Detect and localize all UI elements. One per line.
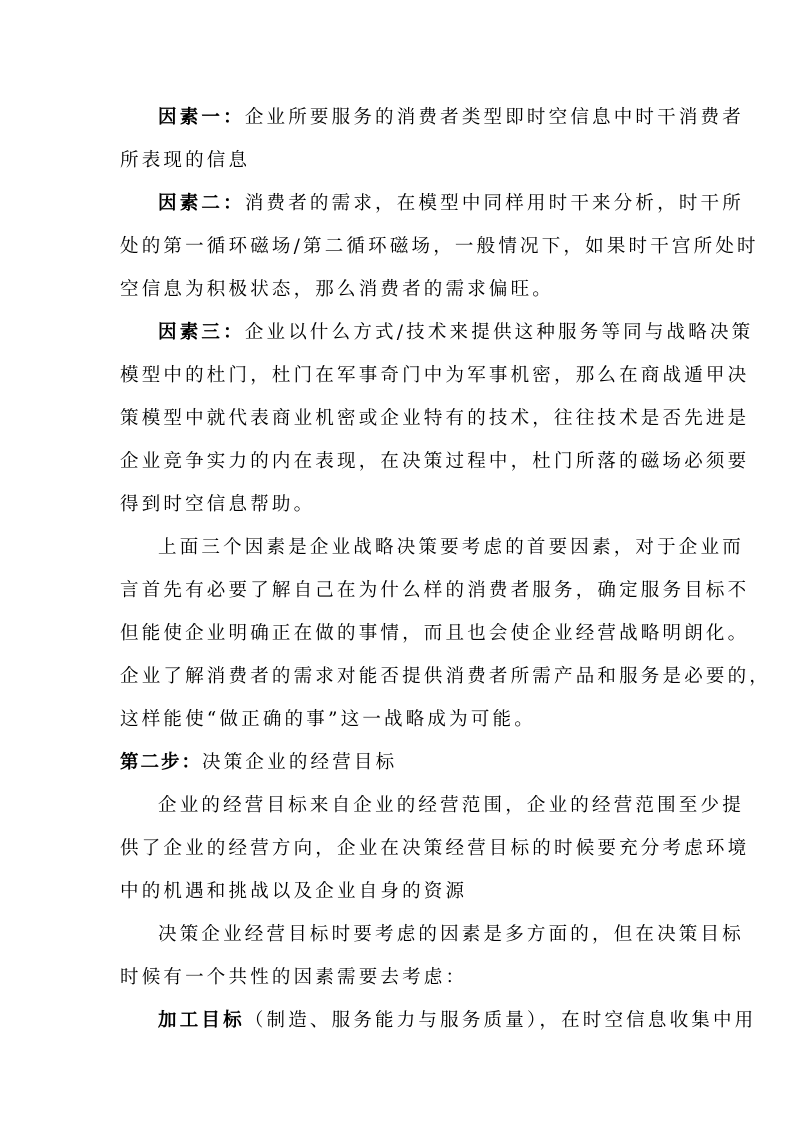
factor3-line3: 策模型中就代表商业机密或企业特有的技术，往往技术是否先进是 (120, 408, 750, 429)
processing-label: 加工目标 (158, 1010, 245, 1031)
factor1-label: 因素一： (158, 107, 245, 128)
step2-title: 决策企业的经营目标 (202, 752, 398, 773)
summary-line5: 这样能使“做正确的事”这一战略成为可能。 (120, 709, 536, 730)
factor1-line1 (158, 105, 744, 131)
summary-line1: 上面三个因素是企业战略决策要考虑的首要因素，对于企业而 (158, 537, 744, 558)
factors-line1: 决策企业经营目标时要考虑的因素是多方面的，但在决策目标 (158, 924, 744, 945)
summary-line2: 言首先有必要了解自己在为什么样的消费者服务，确定服务目标不 (120, 580, 750, 601)
scope-line2: 供了企业的经营方向，企业在决策经营目标的时候要充分考虑环境 (120, 838, 750, 859)
factors-line2: 时候有一个共性的因素需要去考虑： (120, 967, 468, 988)
summary-line4: 企业了解消费者的需求对能否提供消费者所需产品和服务是必要的， (120, 666, 772, 687)
factor3-line2: 模型中的杜门，杜门在军事奇门中为军事机密，那么在商战遁甲决 (120, 365, 750, 386)
factor2-label: 因素二： (158, 193, 245, 214)
step2-label: 第二步： (120, 752, 203, 773)
factor3-line4: 企业竞争实力的内在表现，在决策过程中，杜门所落的磁场必须要 (120, 451, 750, 472)
factor2-line2: 处的第一循环磁场/第二循环磁场，一般情况下，如果时干宫所处时 (120, 236, 759, 257)
factor1-text: 企业所要服务的消费者类型即时空信息中时干消费者 (244, 107, 744, 128)
factor1-line2: 所表现的信息 (120, 150, 251, 171)
step2-heading (120, 750, 680, 776)
scope-line3: 中的机遇和挑战以及企业自身的资源 (120, 881, 468, 902)
processing-line (158, 1008, 757, 1034)
summary-line3: 但能使企业明确正在做的事情，而且也会使企业经营战略明朗化。 (120, 623, 750, 644)
scope-line1: 企业的经营目标来自企业的经营范围，企业的经营范围至少提 (158, 795, 744, 816)
factor2-text: 消费者的需求，在模型中同样用时干来分析，时干所 (244, 193, 744, 214)
factor3-line5: 得到时空信息帮助。 (120, 494, 316, 515)
processing-text: （制造、服务能力与服务质量），在时空信息收集中用 (244, 1010, 757, 1031)
factor3-label: 因素三： (158, 322, 245, 343)
factor3-text: 企业以什么方式/技术来提供这种服务等同与战略决策 (244, 322, 754, 343)
factor2-line1 (158, 191, 744, 217)
factor2-line3: 空信息为积极状态，那么消费者的需求偏旺。 (120, 279, 555, 300)
factor3-line1 (158, 320, 754, 346)
